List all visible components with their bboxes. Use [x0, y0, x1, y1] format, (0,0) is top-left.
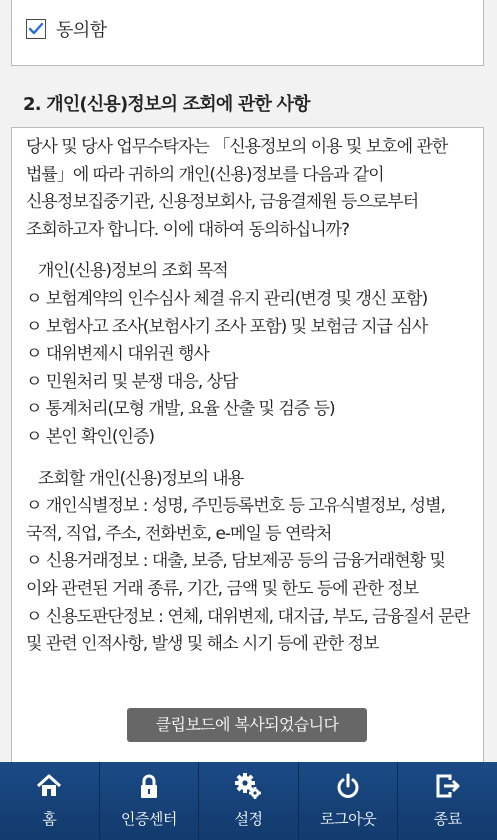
nav-auth-center-label: 인증센터	[120, 810, 177, 828]
lock-icon	[135, 772, 163, 800]
nav-logout[interactable]	[298, 762, 398, 840]
purpose-heading: 개인(신용)정보의 조회 목적	[38, 261, 228, 282]
agree-panel	[11, 0, 484, 66]
contents-heading: 조회할 개인(신용)정보의 내용	[38, 468, 244, 489]
nav-logout-label: 로그아웃	[320, 810, 377, 828]
purpose-item: ㅇ 민원처리 및 분쟁 대응, 상담	[26, 371, 238, 392]
nav-settings-label: 설정	[234, 810, 263, 828]
gear-icon	[234, 772, 262, 800]
nav-exit-label: 종료	[433, 810, 462, 828]
nav-settings[interactable]	[198, 762, 298, 840]
checkmark-icon	[28, 21, 44, 37]
terms-text	[26, 134, 476, 659]
exit-icon	[434, 772, 462, 800]
nav-auth-center[interactable]	[99, 762, 199, 840]
agree-label[interactable]: 동의함	[56, 20, 107, 41]
purpose-item: ㅇ 통계처리(모형 개발, 요율 산출 및 검증 등)	[26, 399, 335, 420]
bottom-navigation	[0, 762, 497, 840]
agree-checkbox[interactable]	[26, 19, 46, 39]
nav-exit[interactable]	[397, 762, 497, 840]
purpose-item: ㅇ 대위변제시 대위권 행사	[26, 344, 209, 365]
power-icon	[334, 772, 362, 800]
contents-item: ㅇ 신용거래정보 : 대출, 보증, 담보제공 등의 금융거래현황 및 이와 관련된 거래 종류, 기간, 금액 및 한도 등에 관한 정보	[26, 551, 445, 599]
terms-content-box[interactable]	[11, 127, 484, 767]
contents-item: ㅇ 개인식별정보 : 성명, 주민등록번호 등 고유식별정보, 성별, 국적, 직업, 주소, 전화번호, e-메일 등 연락처	[26, 496, 445, 544]
purpose-item: ㅇ 보험사고 조사(보험사기 조사 포함) 및 보험금 지급 심사	[26, 316, 428, 337]
clipboard-toast: 클립보드에 복사되었습니다	[127, 708, 367, 742]
section-title: 2. 개인(신용)정보의 조회에 관한 사항	[23, 94, 310, 115]
home-icon	[35, 772, 63, 800]
terms-intro: 당사 및 당사 업무수탁자는 「신용정보의 이용 및 보호에 관한 법률」에 따라 귀하의 개인(신용)정보를 다음과 같이 신용정보집중기관, 신용정보회사, 금융결제원 등으로부터 조회하고자 합니다. 이에 대하여 동의하십니까?	[26, 137, 448, 240]
nav-home-label: 홈	[42, 810, 57, 828]
purpose-item: ㅇ 본인 확인(인증)	[26, 426, 155, 447]
nav-home[interactable]	[0, 762, 99, 840]
contents-item: ㅇ 신용도판단정보 : 연체, 대위변제, 대지급, 부도, 금융질서 문란 및 관련 인적사항, 발생 및 해소 시기 등에 관한 정보	[26, 606, 470, 655]
purpose-item: ㅇ 보험계약의 인수심사 체결 유지 관리(변경 및 갱신 포함)	[26, 288, 428, 309]
